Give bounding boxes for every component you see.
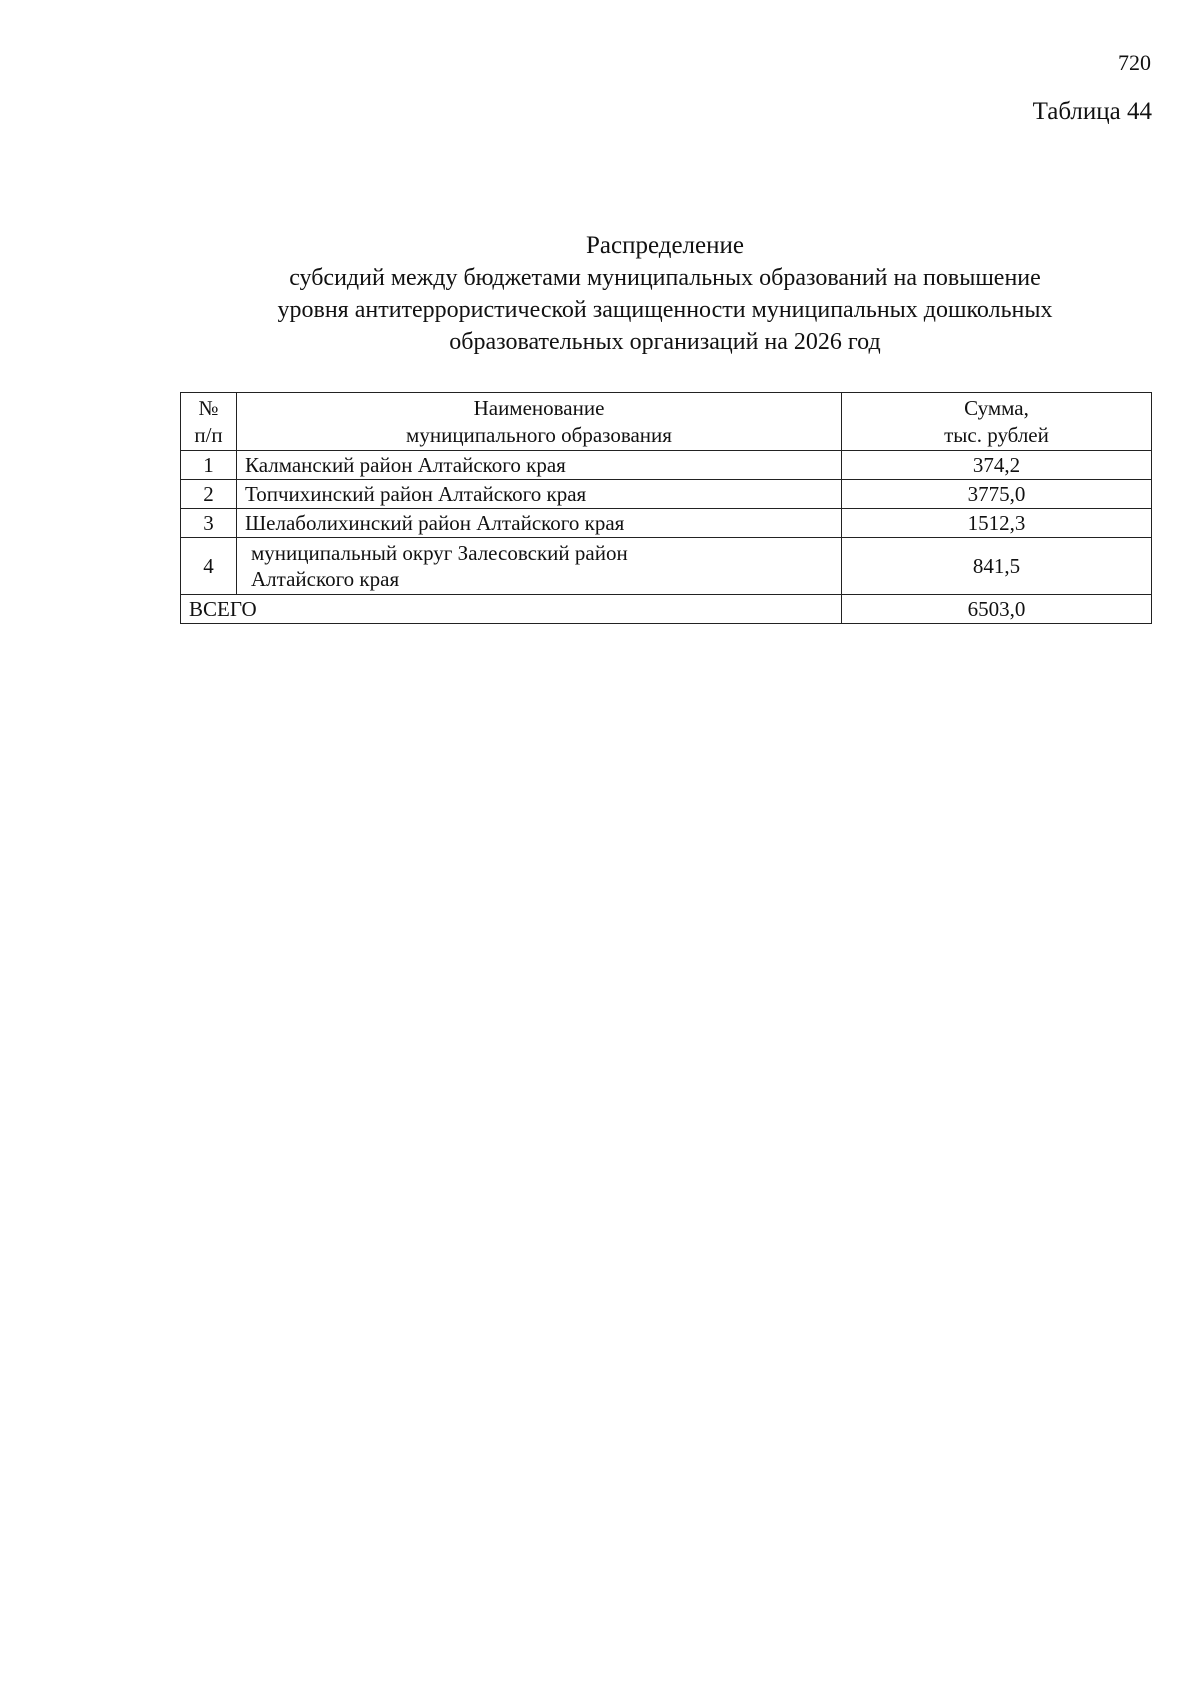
- header-name-line-1: Наименование: [473, 395, 605, 420]
- header-sum-line-2: тыс. рублей: [944, 422, 1049, 447]
- header-name-line-2: муниципального образования: [406, 422, 672, 447]
- table-row: [181, 480, 1152, 509]
- total-sum: 6503,0: [842, 595, 1152, 624]
- row-name: Калманский район Алтайского края: [237, 451, 842, 480]
- row-sum: 841,5: [842, 538, 1152, 595]
- header-num: [181, 393, 237, 451]
- row-sum: 374,2: [842, 451, 1152, 480]
- table-header-row: [181, 393, 1152, 451]
- table-label: Таблица 44: [1032, 98, 1152, 125]
- table-row: [181, 509, 1152, 538]
- row-name-line-2: Алтайского края: [251, 567, 400, 591]
- row-num: 4: [181, 538, 237, 595]
- header-num-line-2: п/п: [194, 422, 223, 447]
- header-sum-line-1: Сумма,: [964, 395, 1029, 420]
- title-line-1: Распределение: [586, 232, 744, 259]
- title-line-2: субсидий между бюджетами муниципальных образований на повышение: [289, 265, 1041, 291]
- distribution-table: [180, 392, 1152, 624]
- table-row: [181, 538, 1152, 595]
- total-label: ВСЕГО: [181, 595, 842, 624]
- row-name: Топчихинский район Алтайского края: [237, 480, 842, 509]
- row-num: 2: [181, 480, 237, 509]
- table-total-row: [181, 595, 1152, 624]
- row-num: 1: [181, 451, 237, 480]
- page-number: 720: [1118, 50, 1151, 75]
- header-name: [237, 393, 842, 451]
- row-num: 3: [181, 509, 237, 538]
- row-name: Шелаболихинский район Алтайского края: [237, 509, 842, 538]
- title-line-4: образовательных организаций на 2026 год: [449, 329, 881, 355]
- title-line-3: уровня антитеррористической защищенности муниципальных дошкольных: [277, 297, 1053, 323]
- header-sum: [842, 393, 1152, 451]
- header-num-line-1: №: [198, 395, 219, 420]
- row-sum: 1512,3: [842, 509, 1152, 538]
- row-sum: 3775,0: [842, 480, 1152, 509]
- document-title: [150, 230, 1180, 358]
- table-row: [181, 451, 1152, 480]
- row-name: [237, 538, 842, 595]
- row-name-line-1: муниципальный округ Залесовский район: [251, 541, 628, 565]
